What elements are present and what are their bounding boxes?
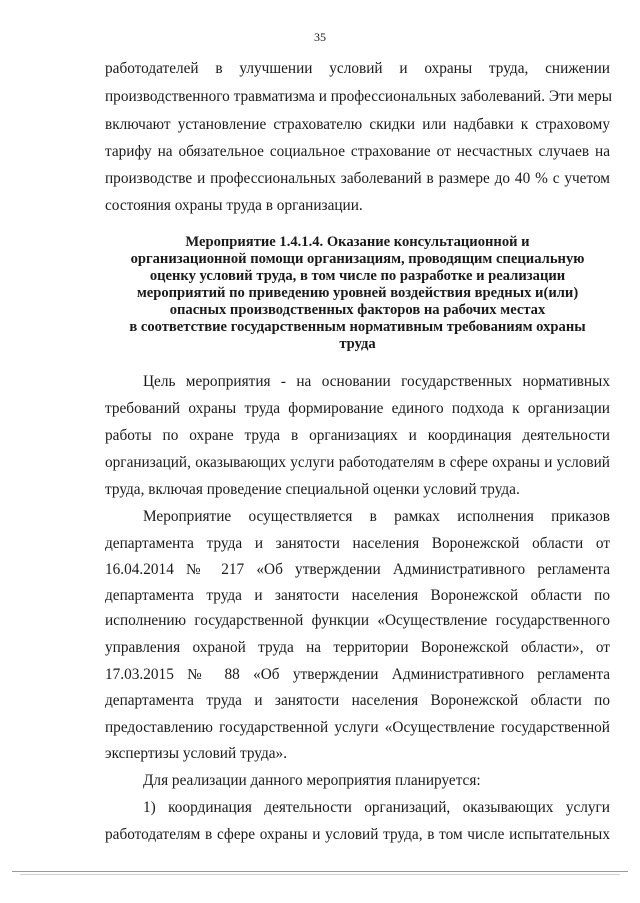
paragraph-line: требований охраны труда формирование единого подхода к организации: [105, 400, 610, 417]
paragraph-line: тарифу на обязательное социальное страхование от несчастных случаев на: [105, 143, 610, 160]
paragraph-line: департамента труда и занятости населения Воронежской области по: [105, 587, 610, 604]
paragraph-line: департамента труда и занятости населения Воронежской области по: [105, 692, 610, 709]
paragraph-line: исполнению государственной функции «Осуществление государственного: [105, 612, 610, 629]
paragraph-line: 17.03.2015 № 88 «Об утверждении Административного регламента: [105, 666, 610, 683]
section-heading-line: Мероприятие 1.4.1.4. Оказание консультационной и: [185, 234, 530, 250]
paragraph-line: предоставлению государственной услуги «Осуществление государственной: [105, 719, 610, 736]
section-heading-line: оценку условий труда, в том числе по разработке и реализации: [149, 268, 566, 284]
paragraph-line: производственного травматизма и профессиональных заболеваний. Эти меры: [105, 88, 613, 105]
paragraph-line: работы по охране труда в организациях и координация деятельности: [105, 427, 610, 444]
scan-edge-line: [20, 874, 620, 875]
paragraph-line: включают установление страхователю скидки или надбавки к страховому: [105, 116, 610, 133]
paragraph-line: экспертизы условий труда».: [105, 745, 288, 762]
paragraph-line: 1) координация деятельности организаций, оказывающих услуги: [143, 799, 610, 816]
section-heading-line: труда: [339, 336, 376, 352]
paragraph-line: работодателей в улучшении условий и охраны труда, снижении: [105, 60, 610, 77]
paragraph-line: организаций, оказывающих услуги работодателям в сфере охраны и условий: [105, 454, 610, 471]
paragraph-line: департамента труда и занятости населения Воронежской области от: [105, 535, 610, 552]
section-heading-line: опасных производственных факторов на рабочих местах: [169, 302, 546, 318]
paragraph-line: работодателям в сфере охраны и условий труда, в том числе испытательных: [105, 826, 610, 843]
paragraph-line: производстве и профессиональных заболеваний в размере до 40 % с учетом: [105, 170, 610, 187]
section-heading-line: в соответствие государственным нормативным требованиям охраны: [129, 319, 586, 335]
paragraph-line: состояния охраны труда в организации.: [105, 197, 363, 214]
section-heading-line: мероприятий по приведению уровней воздействия вредных и(или): [136, 285, 579, 301]
paragraph-line: Для реализации данного мероприятия планируется:: [143, 772, 481, 789]
paragraph-line: Мероприятие осуществляется в рамках исполнения приказов: [143, 508, 610, 525]
section-heading-line: организационной помощи организациям, проводящим специальную: [130, 251, 585, 267]
scan-edge-line: [12, 871, 628, 872]
paragraph-line: управления охраной труда на территории Воронежской области», от: [105, 639, 610, 656]
paragraph-line: Цель мероприятия - на основании государственных нормативных: [143, 373, 610, 390]
paragraph-line: 16.04.2014 № 217 «Об утверждении Административного регламента: [105, 561, 610, 578]
paragraph-line: труда, включая проведение специальной оценки условий труда.: [105, 481, 520, 498]
page-number: 35: [314, 30, 326, 44]
